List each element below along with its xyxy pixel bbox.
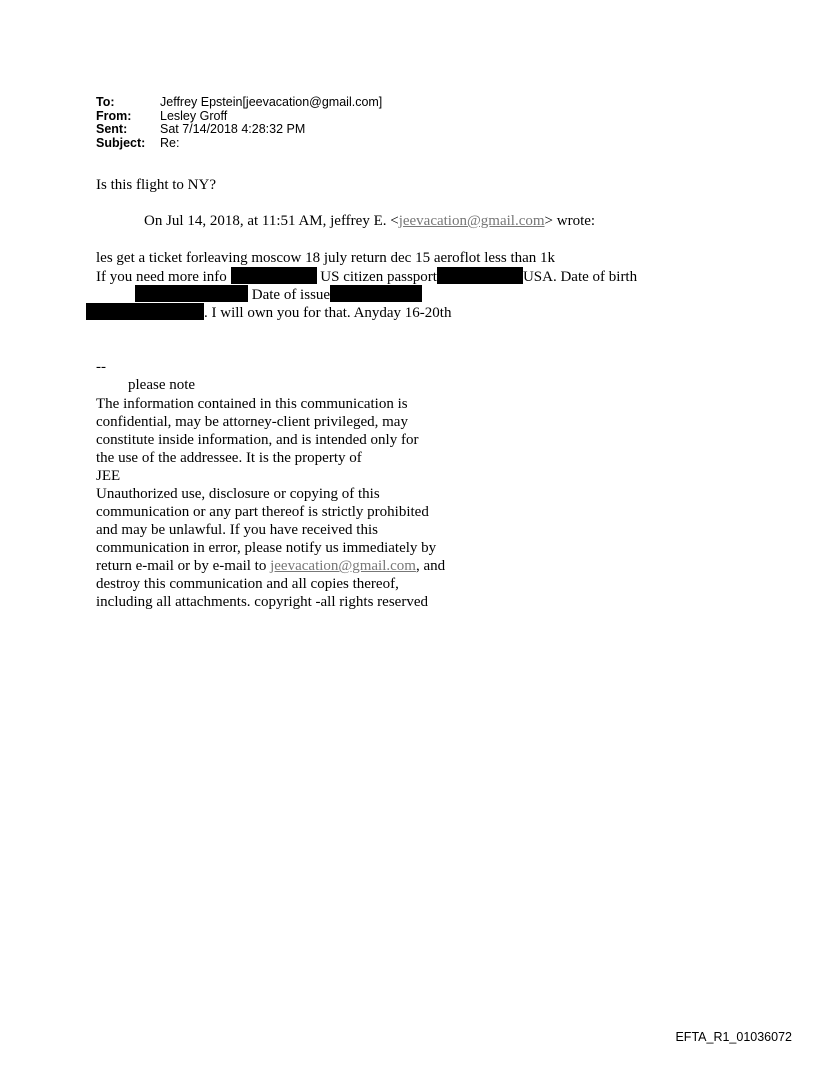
reply-text: Is this flight to NY? bbox=[96, 177, 216, 193]
disclaimer-email-pre: return e-mail or by e-mail to bbox=[96, 558, 271, 574]
signature-dashes: -- bbox=[96, 359, 106, 375]
disclaimer-line: constitute inside information, and is intended only for bbox=[96, 432, 419, 448]
disclaimer-line: including all attachments. copyright -all rights reserved bbox=[96, 594, 428, 610]
quote-line-2 bbox=[96, 267, 637, 286]
disclaimer-email-link[interactable]: jeevacation@gmail.com bbox=[270, 558, 416, 574]
quote-line-2c: USA. Date of birth bbox=[522, 269, 638, 285]
disclaimer-line: communication or any part thereof is strictly prohibited bbox=[96, 504, 429, 520]
quote-line-2a: If you need more info bbox=[96, 269, 231, 285]
redaction-box bbox=[330, 285, 422, 302]
disclaimer-email-post: , and bbox=[415, 558, 446, 574]
disclaimer-line: JEE bbox=[96, 468, 121, 484]
document-id: EFTA_R1_01036072 bbox=[675, 1030, 792, 1044]
subject-value: Re: bbox=[160, 135, 180, 150]
redaction-box bbox=[437, 267, 523, 284]
disclaimer-line: The information contained in this communication is bbox=[96, 396, 408, 412]
quote-line-3 bbox=[135, 285, 422, 304]
quote-line-1: les get a ticket forleaving moscow 18 july return dec 15 aeroflot less than 1k bbox=[96, 250, 556, 266]
quote-line-4 bbox=[86, 303, 451, 322]
quote-line-3a: Date of issue bbox=[248, 287, 331, 303]
redaction-box bbox=[86, 303, 204, 320]
sent-label: Sent: bbox=[96, 122, 128, 136]
disclaimer-line: Unauthorized use, disclosure or copying of this bbox=[96, 486, 380, 502]
redaction-box bbox=[135, 285, 248, 302]
from-label: From: bbox=[96, 108, 132, 123]
subject-label: Subject: bbox=[96, 135, 146, 150]
quote-intro-post: > wrote: bbox=[544, 213, 596, 229]
to-label: To: bbox=[96, 95, 115, 109]
email-header bbox=[96, 96, 382, 150]
quote-intro-pre: On Jul 14, 2018, at 11:51 AM, jeffrey E. < bbox=[144, 213, 399, 229]
quote-line-4a: . I will own you for that. Anyday 16-20th bbox=[204, 305, 452, 321]
disclaimer-line: confidential, may be attorney-client privileged, may bbox=[96, 414, 408, 430]
redaction-box bbox=[231, 267, 317, 284]
disclaimer-line: destroy this communication and all copies thereof, bbox=[96, 576, 399, 592]
signature-disclaimer bbox=[96, 395, 445, 611]
disclaimer-line: communication in error, please notify us immediately by bbox=[96, 540, 437, 556]
quote-intro-email-link[interactable]: jeevacation@gmail.com bbox=[398, 213, 545, 229]
from-value: Lesley Groff bbox=[160, 108, 228, 123]
disclaimer-line: the use of the addressee. It is the property of bbox=[96, 450, 362, 466]
quote-intro bbox=[144, 212, 595, 230]
disclaimer-line: and may be unlawful. If you have received this bbox=[96, 522, 378, 538]
sent-value: Sat 7/14/2018 4:28:32 PM bbox=[160, 122, 306, 136]
to-value: Jeffrey Epstein[jeevacation@gmail.com] bbox=[160, 95, 383, 109]
disclaimer-line-email bbox=[96, 557, 445, 575]
signature-note: please note bbox=[128, 377, 196, 393]
quote-line-2b: US citizen passport bbox=[316, 269, 437, 285]
